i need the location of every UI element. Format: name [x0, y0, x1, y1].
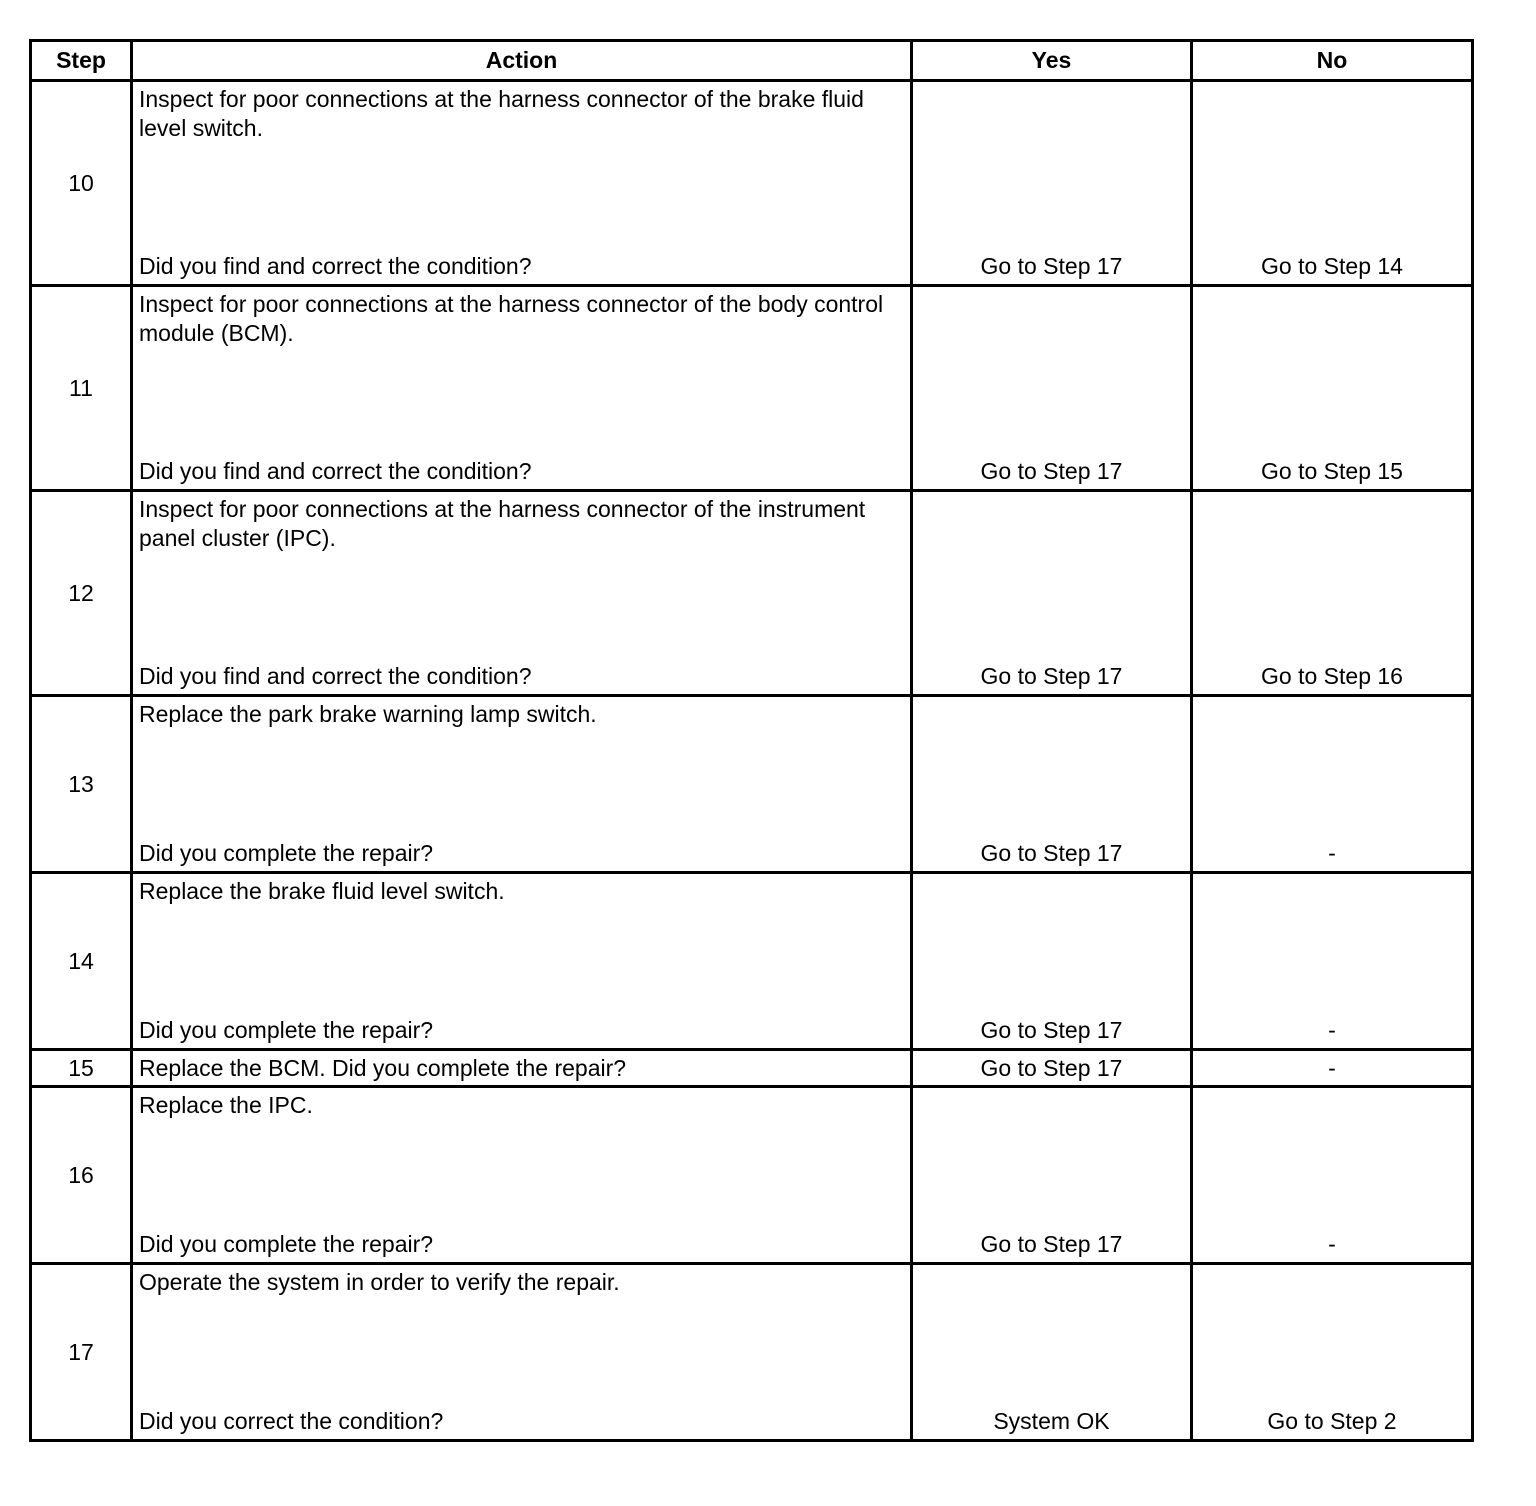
step-number: 17 — [31, 1264, 132, 1441]
no-result: - — [1192, 873, 1473, 1050]
action-cell — [132, 696, 912, 873]
no-result: Go to Step 2 — [1192, 1264, 1473, 1441]
action-text: Replace the IPC. — [139, 1092, 313, 1118]
no-result: Go to Step 15 — [1192, 286, 1473, 491]
action-cell — [132, 873, 912, 1050]
header-row — [31, 41, 1473, 81]
no-result: - — [1192, 1050, 1473, 1087]
header-step: Step — [31, 41, 132, 81]
yes-result: System OK — [912, 1264, 1192, 1441]
action-text: Replace the park brake warning lamp switch. — [139, 701, 597, 727]
table-row — [31, 873, 1473, 1050]
action-question: Did you complete the repair? — [139, 840, 434, 866]
action-cell — [132, 81, 912, 286]
step-number: 13 — [31, 696, 132, 873]
step-number: 10 — [31, 81, 132, 286]
table-row — [31, 1050, 1473, 1087]
table-row — [31, 1264, 1473, 1441]
no-result: Go to Step 14 — [1192, 81, 1473, 286]
diagnostic-table — [29, 39, 1474, 1442]
step-number: 12 — [31, 491, 132, 696]
table-body — [31, 81, 1473, 1441]
table-row — [31, 491, 1473, 696]
table-row — [31, 696, 1473, 873]
no-result: - — [1192, 1087, 1473, 1264]
action-text: Replace the BCM. Did you complete the repair? — [132, 1050, 912, 1087]
action-text: Inspect for poor connections at the harness connector of the brake fluid level switch. — [139, 86, 864, 141]
action-question: Did you correct the condition? — [139, 1408, 444, 1434]
action-question: Did you find and correct the condition? — [139, 253, 532, 279]
header-no: No — [1192, 41, 1473, 81]
no-result: Go to Step 16 — [1192, 491, 1473, 696]
yes-result: Go to Step 17 — [912, 286, 1192, 491]
action-text: Replace the brake fluid level switch. — [139, 878, 505, 904]
step-number: 15 — [31, 1050, 132, 1087]
yes-result: Go to Step 17 — [912, 1050, 1192, 1087]
action-cell — [132, 1087, 912, 1264]
action-question: Did you find and correct the condition? — [139, 663, 532, 689]
table-header — [31, 41, 1473, 81]
action-cell — [132, 286, 912, 491]
action-text: Inspect for poor connections at the harness connector of the body control module (BCM). — [139, 291, 884, 346]
yes-result: Go to Step 17 — [912, 491, 1192, 696]
action-cell — [132, 491, 912, 696]
step-number: 16 — [31, 1087, 132, 1264]
yes-result: Go to Step 17 — [912, 1087, 1192, 1264]
yes-result: Go to Step 17 — [912, 81, 1192, 286]
yes-result: Go to Step 17 — [912, 873, 1192, 1050]
table-row — [31, 1087, 1473, 1264]
action-question: Did you find and correct the condition? — [139, 458, 532, 484]
action-question: Did you complete the repair? — [139, 1231, 434, 1257]
action-text: Operate the system in order to verify the repair. — [139, 1269, 620, 1295]
action-cell — [132, 1264, 912, 1441]
yes-result: Go to Step 17 — [912, 696, 1192, 873]
table-row — [31, 81, 1473, 286]
table-row — [31, 286, 1473, 491]
header-yes: Yes — [912, 41, 1192, 81]
header-action: Action — [132, 41, 912, 81]
no-result: - — [1192, 696, 1473, 873]
action-question: Did you complete the repair? — [139, 1017, 434, 1043]
step-number: 14 — [31, 873, 132, 1050]
action-text: Inspect for poor connections at the harness connector of the instrument panel cluster (IPC). — [139, 496, 866, 551]
step-number: 11 — [31, 286, 132, 491]
